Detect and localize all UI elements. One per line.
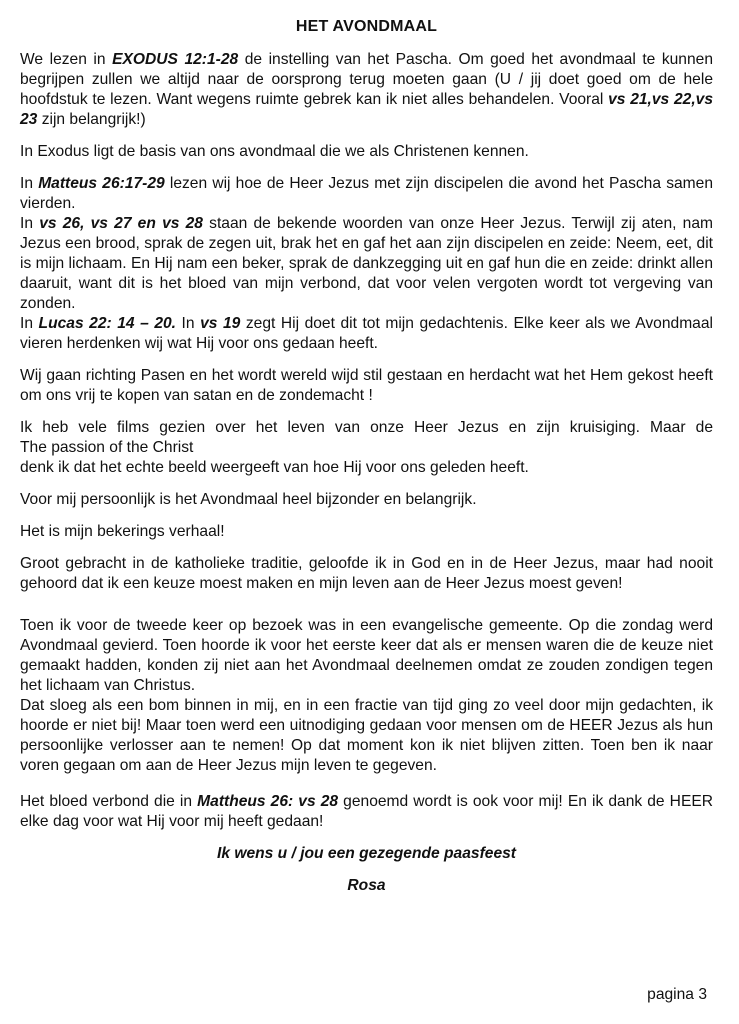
text: staan de bekende woorden van onze Heer Jezus. Terwijl zij aten, nam Jezus een brood, sprak de zegen uit, brak het en gaf het aan zijn discipelen en zeide: Neem, eet, dit is mijn lichaam. En Hij nam een beker, sprak de dankzegging uit en gaf hun die en zeide: drinkt allen daaruit, want dit is het bloed van mijn verbond, dat voor velen vergoten wordt tot vergeving van zonden.: [20, 215, 713, 312]
text-line: denk ik dat het echte beeld weergeeft van hoe Hij voor ons geleden heeft.: [20, 459, 529, 476]
bible-reference: Lucas 22: 14 – 20.: [38, 315, 176, 332]
text: zijn belangrijk!): [37, 111, 146, 128]
paragraph-evangelische-gemeente: Toen ik voor de tweede keer op bezoek was in een evangelische gemeente. Op die zondag werd Avondmaal gevierd. Toen hoorde ik voor het eerste keer dat als er mensen waren die de keuze niet gemaakt hadden, konden zij niet aan het Avondmaal deelnemen omdat ze zouden zondigen tegen het lichaam van Christus.: [20, 617, 713, 694]
paragraph-verses: [20, 214, 713, 314]
bible-reference: EXODUS 12:1-28: [112, 51, 239, 68]
text: In: [20, 175, 39, 192]
text-line: Ik heb vele films gezien over het leven van onze Heer Jezus en zijn kruisiging. Maar de: [20, 419, 713, 436]
text: lezen wij hoe de Heer Jezus met zijn discipelen die avond het Pascha samen vierden.: [20, 175, 714, 212]
paragraph-exodus-basis: In Exodus ligt de basis van ons avondmaal die we als Christenen kennen.: [20, 143, 529, 160]
text: genoemd wordt is ook voor mij! En ik dank de HEER elke dag voor wat Hij voor mij heeft gedaan!: [20, 793, 714, 830]
text: We lezen in: [20, 51, 113, 68]
bible-reference: vs 26, vs 27 en vs 28: [39, 215, 203, 232]
paragraph-lucas: [20, 314, 713, 354]
document-page: [20, 18, 713, 896]
bible-reference: Mattheus 26: vs 28: [197, 793, 339, 810]
bible-reference: Matteus 26:17-29: [38, 175, 165, 192]
paragraph-persoonlijk: Voor mij persoonlijk is het Avondmaal heel bijzonder en belangrijk.: [20, 491, 477, 508]
paragraph-pasen: Wij gaan richting Pasen en het wordt wereld wijd stil gestaan en herdacht wat het Hem gekost heeft om ons vrij te kopen van satan en de zondemacht !: [20, 367, 713, 404]
bible-reference: vs 21,vs 22,vs 23: [20, 91, 713, 128]
paragraph-films: [20, 418, 713, 478]
bible-reference: vs 19: [200, 315, 241, 332]
paragraph-matteus: [20, 174, 713, 214]
page-number: pagina 3: [647, 986, 707, 1003]
easter-wish: Ik wens u / jou een gezegende paasfeest: [217, 845, 516, 862]
paragraph-bom: Dat sloeg als een bom binnen in mij, en in een fractie van tijd ging zo veel door mijn gedachten, ik hoorde er niet bij! Maar toen werd een uitnodiging gedaan voor mensen om de HEER Jezus als hun persoonlijke verlosser aan te nemen! Op dat moment kon ik niet blijven zitten. Toen ben ik naar voren gegaan om aan de Heer Jezus mijn leven te gegeven.: [20, 697, 713, 774]
paragraph-bekering: Het is mijn bekerings verhaal!: [20, 523, 225, 540]
text: In: [20, 315, 39, 332]
page-title: HET AVONDMAAL: [295, 18, 438, 35]
text-line: The passion of the Christ: [20, 439, 194, 456]
paragraph-exodus-intro: [20, 50, 713, 130]
text: In: [176, 315, 201, 332]
text: zegt Hij doet dit tot mijn gedachtenis. Elke keer als we Avondmaal vieren herdenken wij wat Hij voor ons gedaan heeft.: [20, 315, 713, 352]
paragraph-traditie: Groot gebracht in de katholieke traditie, geloofde ik in God en in de Heer Jezus, maar had nooit gehoord dat ik een keuze moest maken en mijn leven aan de Heer Jezus moest geven!: [20, 555, 713, 592]
text: de instelling van het Pascha. Om goed het avondmaal te kunnen begrijpen zullen we altijd naar de oorsprong terug moeten gaan (U / jij doet goed om de hele hoofdstuk te lezen. Want wegens ruimte gebrek kan ik niet alles behandelen. Vooral: [20, 51, 713, 108]
paragraph-bloed-verbond: [20, 792, 713, 832]
signature: Rosa: [347, 877, 386, 894]
text: Het bloed verbond die in: [20, 793, 198, 810]
text: In: [20, 215, 40, 232]
